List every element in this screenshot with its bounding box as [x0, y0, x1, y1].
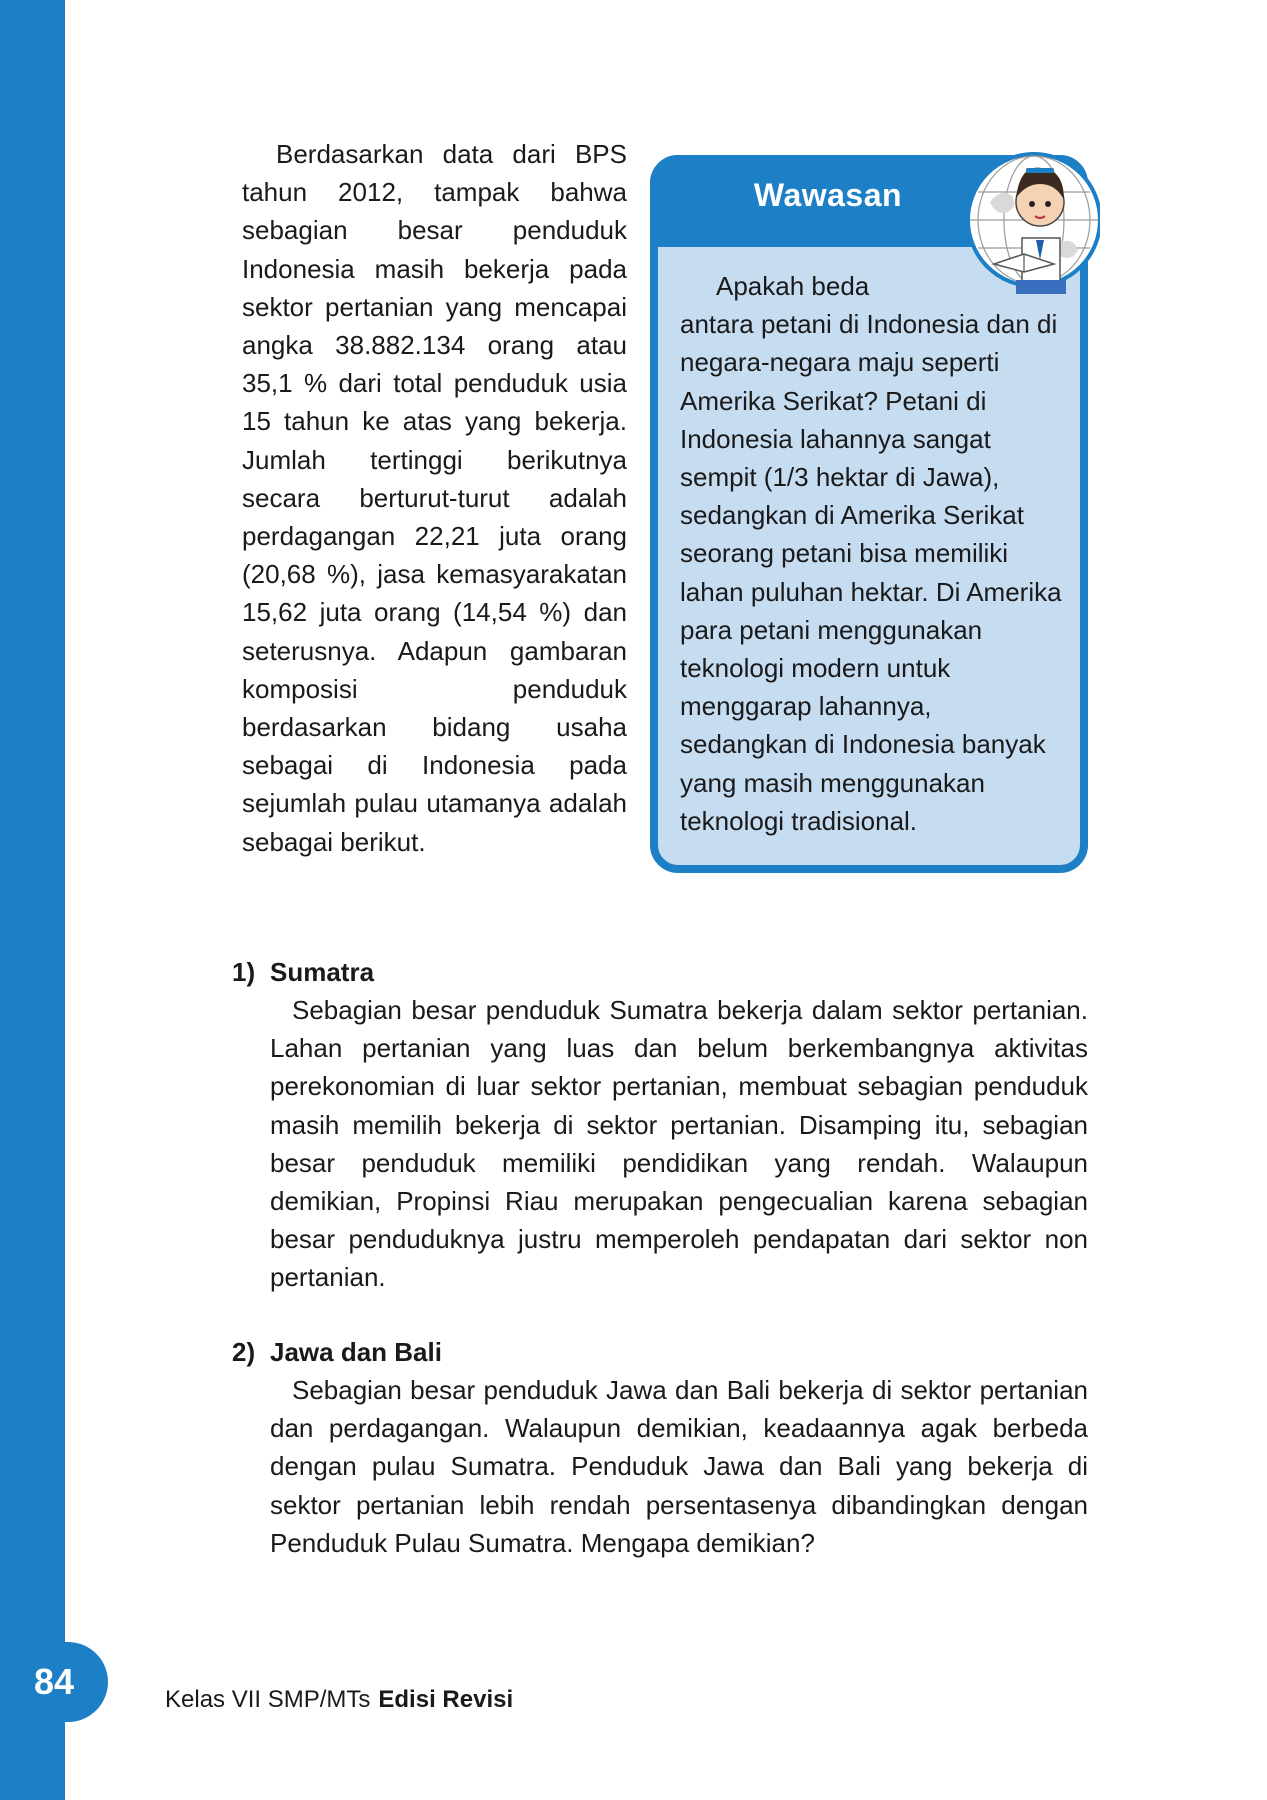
footer-edition: Edisi Revisi [378, 1686, 514, 1713]
section-title: Sumatra [270, 957, 375, 987]
section-text: Sebagian besar penduduk Jawa dan Bali bekerja di sektor pertanian dan perdagangan. Walaupun demikian, keadaannya agak berbeda dengan pulau Sumatra. Penduduk Jawa dan Bali yang bekerja di sektor pertanian lebih rendah persentasenya dibandingkan dengan Penduduk Pulau Sumatra. Mengapa demikian? [270, 1375, 1088, 1558]
section-heading [232, 953, 1088, 991]
side-color-bar [0, 0, 65, 1800]
wawasan-title: Wawasan [753, 177, 903, 213]
section-number: 1) [232, 957, 256, 987]
intro-paragraph [242, 135, 627, 861]
section-title: Jawa dan Bali [270, 1337, 442, 1367]
section-number: 2) [232, 1337, 256, 1367]
page-number: 84 [0, 1642, 108, 1722]
wawasan-text: antara petani di Indonesia dan di negara-negara maju seperti Amerika Serikat? Petani di Indonesia lahannya sangat sempit (1/3 hektar di Jawa), sedangkan di Amerika Serikat seorang petani bisa memiliki lahan puluhan hektar. Di Amerika para petani menggunakan teknologi modern untuk menggarap lahannya, sedangkan di Indonesia banyak yang masih menggunakan teknologi tradisional. [680, 309, 1062, 836]
wawasan-header [650, 155, 1006, 247]
footer-class-label: Kelas VII SMP/MTs [165, 1686, 371, 1713]
intro-text: Berdasarkan data dari BPS tahun 2012, tampak bahwa sebagian besar penduduk Indonesia masih bekerja pada sektor pertanian yang mencapai angka 38.882.134 orang atau 35,1 % dari total penduduk usia 15 tahun ke atas yang bekerja. Jumlah tertinggi berikutnya secara berturut-turut adalah perdagangan 22,21 juta orang (20,68 %), jasa kemasyarakatan 15,62 juta orang (14,54 %) dan seterusnya. Adapun gambaran komposisi penduduk berdasarkan bidang usaha sebagai di Indonesia pada sejumlah pulau utamanya adalah sebagai berikut. [242, 139, 627, 857]
wawasan-body [680, 267, 1065, 840]
section-text: Sebagian besar penduduk Sumatra bekerja dalam sektor pertanian. Lahan pertanian yang luas dan belum berkembangnya aktivitas perekonomian di luar sektor pertanian, membuat sebagian penduduk masih memilih bekerja di sektor pertanian. Disamping itu, sebagian besar penduduk memiliki pendidikan yang rendah. Walaupun demikian, Propinsi Riau merupakan pengecualian karena sebagian besar penduduknya justru memperoleh pendapatan dari sektor non pertanian. [270, 995, 1088, 1293]
footer [165, 1686, 513, 1714]
student-globe-illustration [960, 132, 1100, 296]
section-heading [232, 1333, 1088, 1371]
section-sumatra [232, 953, 1088, 1297]
section-jawa-bali [232, 1333, 1088, 1562]
wawasan-first-line: Apakah beda [716, 271, 870, 301]
